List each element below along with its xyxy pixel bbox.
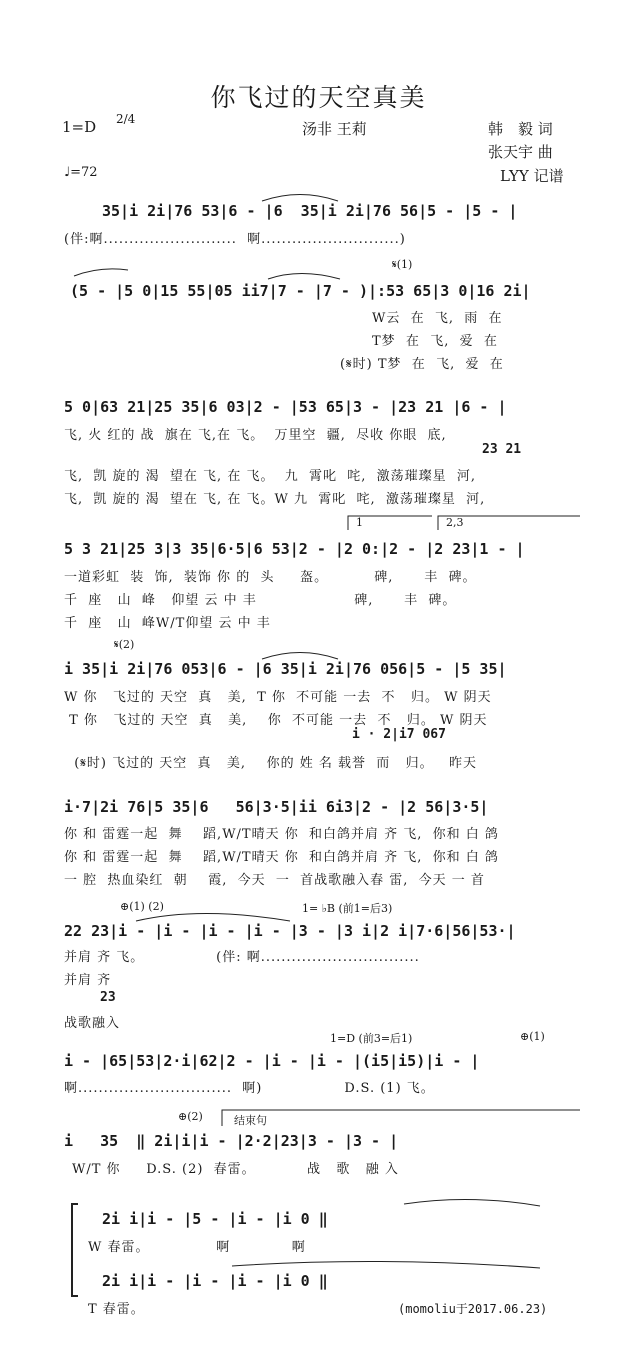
segno-mark: 𝄋(2) bbox=[114, 638, 135, 651]
footer-credit: (momoliu于2017.06.23) bbox=[398, 1302, 548, 1316]
lyric-line: 战歌融入 bbox=[64, 1016, 121, 1031]
notation-line: 35|i 2i|76 53|6 - |6 35|i 2i|76 56|5 - |5 - | bbox=[102, 202, 518, 220]
lyric-line: W云 在 飞, 雨 在 bbox=[372, 311, 503, 326]
composer: 张天宇 曲 bbox=[488, 143, 553, 161]
notation-line: (5 - |5 0|15 55|05 ii7|7 - |7 - )|:53 65|3 0|16 2i| bbox=[70, 282, 531, 300]
notation-line: i - |65|53|2·i|62|2 - |i - |i - |(i5|i5)|i - | bbox=[64, 1052, 480, 1070]
notation-line: 2i i|i - |5 - |i - |i 0 ‖ bbox=[102, 1210, 328, 1228]
tie-arc bbox=[262, 195, 338, 202]
volta-bracket bbox=[438, 516, 580, 530]
volta-bracket bbox=[348, 516, 432, 530]
lyric-line: 一 腔 热血染红 朝 霞, 今天 一 首战歌融入春 雷, 今天 一 首 bbox=[64, 873, 485, 888]
lyric-line: 并肩 齐 飞。 (伴: 啊............................... bbox=[64, 950, 420, 965]
tempo-marking: ♩=72 bbox=[64, 165, 98, 180]
song-title: 你飞过的天空真美 bbox=[210, 83, 427, 112]
alternate-notation: 23 bbox=[100, 990, 116, 1005]
notation-line: 22 23|i - |i - |i - |i - |3 - |3 i|2 i|7·6|56|53·| bbox=[64, 922, 516, 940]
coda-mark: ⊕(1) (2) bbox=[120, 900, 164, 913]
lyric-line: 飞, 凯 旋的 渴 望在 飞, 在 飞。 九 霄叱 咤, 激荡璀璨星 河, bbox=[64, 469, 477, 484]
notation-line: 2i i|i - |i - |i - |i 0 ‖ bbox=[102, 1272, 328, 1290]
tie-arc bbox=[232, 1261, 540, 1268]
volta-1: 1 bbox=[356, 516, 363, 529]
tie-arc bbox=[404, 1199, 540, 1206]
lyricist: 韩 毅 词 bbox=[488, 120, 553, 138]
alternate-notation: 23 21 bbox=[482, 442, 522, 457]
volta-2-3: 2,3 bbox=[446, 516, 464, 529]
time-signature: 2/4 bbox=[116, 112, 136, 126]
notation-line: 5 3 21|25 3|3 35|6·5|6 53|2 - |2 0:|2 - |2 23|1 - | bbox=[64, 540, 525, 558]
notation-line: i·7|2i 76|5 35|6 56|3·5|ii 6i3|2 - |2 56|3·5| bbox=[64, 798, 489, 816]
lyric-line: T梦 在 飞, 爱 在 bbox=[372, 334, 498, 349]
tie-arc bbox=[262, 653, 338, 660]
lyric-line: T 你 飞过的 天空 真 美, 你 不可能 一去 不 归。 W 阴天 bbox=[64, 713, 488, 728]
tie-arc bbox=[74, 269, 128, 276]
notation-line: i 35 ‖ 2i|i|i - |2·2|23|3 - |3 - | bbox=[64, 1132, 399, 1150]
lyric-line: 千 座 山 峰 仰望 云 中 丰 碑, 丰 碑。 bbox=[64, 593, 457, 608]
lyric-line: W/T 你 D.S. (2) 春雷。 战 歌 融 入 bbox=[72, 1162, 399, 1177]
notation-line: 5 0|63 21|25 35|6 03|2 - |53 65|3 - |23 21 |6 - | bbox=[64, 398, 507, 416]
alternate-notation: i · 2|i7 067 bbox=[352, 727, 446, 742]
lyric-line: 飞, 火 红的 战 旗在 飞,在 飞。 万里空 疆, 尽收 你眼 底, bbox=[64, 428, 447, 443]
lyric-line: 啊.............................. 啊) D.S. (1) 飞。 bbox=[64, 1081, 435, 1096]
lyric-line: W 春雷。 啊 啊 bbox=[88, 1240, 306, 1255]
tie-arc bbox=[268, 274, 340, 280]
performers: 汤非 王莉 bbox=[302, 120, 367, 138]
tie-arc bbox=[136, 914, 290, 922]
volta-bracket bbox=[222, 1110, 580, 1126]
transcriber: LYY 记谱 bbox=[500, 167, 564, 185]
lyric-line: 飞, 凯 旋的 渴 望在 飞, 在 飞。W 九 霄叱 咤, 激荡璀璨星 河, bbox=[64, 492, 486, 507]
lyric-line: 千 座 山 峰W/T仰望 云 中 丰 bbox=[64, 616, 271, 631]
lyric-line: W 你 飞过的 天空 真 美, T 你 不可能 一去 不 归。 W 阴天 bbox=[64, 690, 492, 705]
lyric-line: (伴:啊.......................... 啊...........................) bbox=[64, 232, 406, 247]
lyric-line: T 春雷。 bbox=[88, 1302, 145, 1317]
key-change: 1=D (前3=后1) bbox=[330, 1032, 413, 1045]
lyric-line: 并肩 齐 bbox=[64, 973, 112, 988]
lyric-line: (𝄋时) T梦 在 飞, 爱 在 bbox=[340, 357, 504, 372]
key-change: 1= ♭B (前1=后3) bbox=[302, 902, 393, 915]
coda-mark: ⊕(2) bbox=[178, 1110, 203, 1123]
lyric-line: 一道彩虹 装 饰, 装饰 你 的 头 盔。 碑, 丰 碑。 bbox=[64, 570, 477, 585]
coda-mark: ⊕(1) bbox=[520, 1030, 545, 1043]
system-bracket bbox=[72, 1204, 78, 1296]
lyric-line: 你 和 雷霆一起 舞 蹈,W/T晴天 你 和白鸽并肩 齐 飞, 你和 白 鸽 bbox=[64, 827, 499, 842]
lyric-line: (𝄋时) 飞过的 天空 真 美, 你的 姓 名 载誉 而 归。 昨天 bbox=[64, 756, 478, 771]
ending-phrase-label: 结束句 bbox=[234, 1114, 267, 1127]
segno-mark: 𝄋(1) bbox=[392, 258, 413, 271]
lyric-line: 你 和 雷霆一起 舞 蹈,W/T晴天 你 和白鸽并肩 齐 飞, 你和 白 鸽 bbox=[64, 850, 499, 865]
key-signature: 1=D bbox=[62, 118, 97, 136]
notation-line: i 35|i 2i|76 053|6 - |6 35|i 2i|76 056|5 - |5 35| bbox=[64, 660, 507, 678]
